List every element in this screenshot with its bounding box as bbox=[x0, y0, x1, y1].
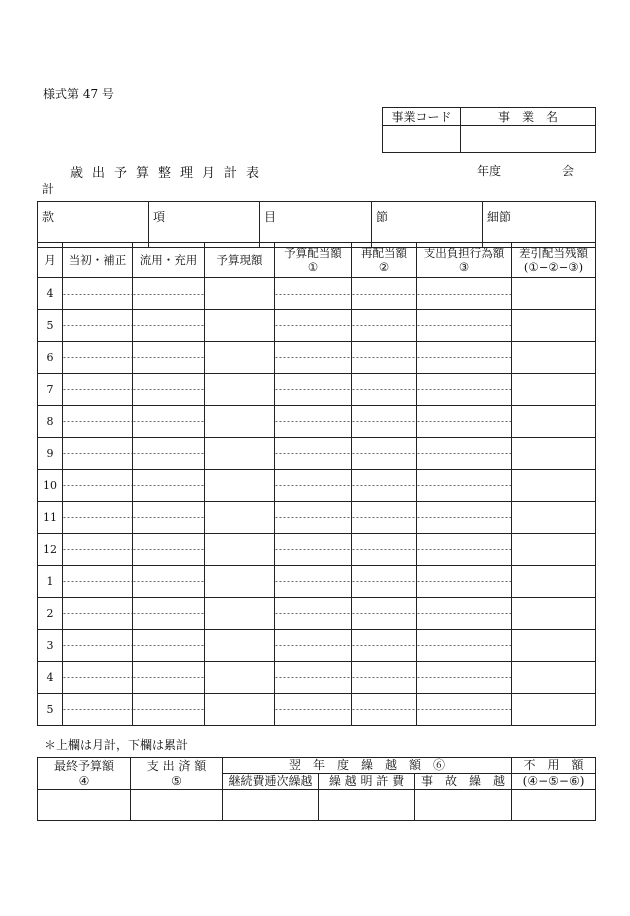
allocation-header-label: 予算配当額 bbox=[284, 246, 342, 260]
initial-cell[interactable] bbox=[63, 598, 133, 630]
remaining-cell[interactable] bbox=[512, 406, 596, 438]
business-code-box bbox=[382, 107, 596, 153]
current-cell[interactable] bbox=[205, 342, 275, 374]
commitment-cell[interactable] bbox=[417, 566, 512, 598]
account-classification-table bbox=[37, 201, 596, 248]
allocation-cell[interactable] bbox=[275, 598, 352, 630]
initial-cell[interactable] bbox=[63, 310, 133, 342]
account-kou-cell[interactable]: 項 bbox=[149, 202, 260, 248]
transfer-header: 流用・充用 bbox=[133, 243, 205, 278]
allocation-cell[interactable] bbox=[275, 630, 352, 662]
monthly-ledger-table bbox=[37, 242, 596, 726]
remaining-cell[interactable] bbox=[512, 566, 596, 598]
commitment-cell[interactable] bbox=[417, 438, 512, 470]
commitment-cell[interactable] bbox=[417, 470, 512, 502]
allocation-header-number: ① bbox=[307, 260, 319, 274]
initial-cell[interactable] bbox=[63, 662, 133, 694]
transfer-cell[interactable] bbox=[133, 598, 205, 630]
ledger-row bbox=[38, 598, 596, 630]
reallocation-header bbox=[352, 243, 417, 278]
ledger-row bbox=[38, 278, 596, 310]
initial-cell[interactable] bbox=[63, 374, 133, 406]
allocation-cell[interactable] bbox=[275, 566, 352, 598]
remaining-cell[interactable] bbox=[512, 598, 596, 630]
allocation-cell[interactable] bbox=[275, 502, 352, 534]
final-budget-field[interactable] bbox=[38, 790, 131, 821]
ledger-row bbox=[38, 662, 596, 694]
commitment-header bbox=[417, 243, 512, 278]
allocation-cell[interactable] bbox=[275, 342, 352, 374]
account-moku-cell[interactable]: 目 bbox=[260, 202, 372, 248]
settlement-summary-table bbox=[37, 757, 596, 821]
commitment-cell[interactable] bbox=[417, 534, 512, 566]
allocation-cell[interactable] bbox=[275, 310, 352, 342]
unused-formula: (④−⑤−⑥) bbox=[512, 774, 596, 790]
final-budget-number: ④ bbox=[78, 773, 90, 788]
initial-cell[interactable] bbox=[63, 438, 133, 470]
transfer-cell[interactable] bbox=[133, 342, 205, 374]
current-cell[interactable] bbox=[205, 438, 275, 470]
remaining-cell[interactable] bbox=[512, 694, 596, 726]
reallocation-cell[interactable] bbox=[352, 470, 417, 502]
final-budget-header bbox=[38, 758, 131, 790]
current-cell[interactable] bbox=[205, 694, 275, 726]
remaining-header-label: 差引配当残額 bbox=[519, 246, 588, 260]
ledger-row bbox=[38, 566, 596, 598]
account-saisetsu-cell[interactable]: 細節 bbox=[483, 202, 596, 248]
month-cell: 2 bbox=[38, 598, 63, 630]
reallocation-cell[interactable] bbox=[352, 534, 417, 566]
allocation-cell[interactable] bbox=[275, 278, 352, 310]
ledger-row bbox=[38, 694, 596, 726]
business-code-field[interactable] bbox=[383, 126, 461, 153]
form-title: 歳出予算整理月計表 bbox=[70, 166, 269, 181]
ledger-row bbox=[38, 534, 596, 566]
form-number: 様式第 47 号 bbox=[43, 87, 114, 101]
reallocation-cell[interactable] bbox=[352, 662, 417, 694]
current-cell[interactable] bbox=[205, 566, 275, 598]
reallocation-cell[interactable] bbox=[352, 438, 417, 470]
initial-supplementary-header: 当初・補正 bbox=[63, 243, 133, 278]
fiscal-year-label: 年度 bbox=[477, 164, 502, 178]
reallocation-cell[interactable] bbox=[352, 278, 417, 310]
account-setsu-cell[interactable]: 節 bbox=[372, 202, 483, 248]
initial-cell[interactable] bbox=[63, 406, 133, 438]
account-kan-cell[interactable]: 款 bbox=[38, 202, 149, 248]
current-cell[interactable] bbox=[205, 598, 275, 630]
reallocation-cell[interactable] bbox=[352, 502, 417, 534]
accounting-label-kei: 計 bbox=[42, 182, 55, 196]
initial-cell[interactable] bbox=[63, 534, 133, 566]
allocation-cell[interactable] bbox=[275, 694, 352, 726]
reallocation-cell[interactable] bbox=[352, 310, 417, 342]
month-cell: 9 bbox=[38, 438, 63, 470]
commitment-cell[interactable] bbox=[417, 374, 512, 406]
ledger-row bbox=[38, 406, 596, 438]
current-cell[interactable] bbox=[205, 406, 275, 438]
month-cell: 12 bbox=[38, 534, 63, 566]
commitment-header-label: 支出負担行為額 bbox=[423, 246, 505, 260]
initial-cell[interactable] bbox=[63, 502, 133, 534]
initial-cell[interactable] bbox=[63, 630, 133, 662]
initial-cell[interactable] bbox=[63, 566, 133, 598]
month-cell: 5 bbox=[38, 694, 63, 726]
transfer-cell[interactable] bbox=[133, 662, 205, 694]
reallocation-header-number: ② bbox=[378, 260, 390, 274]
month-cell: 11 bbox=[38, 502, 63, 534]
reallocation-cell[interactable] bbox=[352, 342, 417, 374]
current-cell[interactable] bbox=[205, 534, 275, 566]
initial-cell[interactable] bbox=[63, 278, 133, 310]
remaining-cell[interactable] bbox=[512, 534, 596, 566]
reallocation-cell[interactable] bbox=[352, 598, 417, 630]
month-header: 月 bbox=[38, 243, 63, 278]
commitment-cell[interactable] bbox=[417, 342, 512, 374]
carryover-header: 翌 年 度 繰 越 額 ⑥ bbox=[223, 758, 512, 774]
current-cell[interactable] bbox=[205, 310, 275, 342]
transfer-cell[interactable] bbox=[133, 374, 205, 406]
current-cell[interactable] bbox=[205, 470, 275, 502]
month-cell: 3 bbox=[38, 630, 63, 662]
current-cell[interactable] bbox=[205, 374, 275, 406]
transfer-cell[interactable] bbox=[133, 534, 205, 566]
allocation-cell[interactable] bbox=[275, 406, 352, 438]
transfer-cell[interactable] bbox=[133, 694, 205, 726]
transfer-cell[interactable] bbox=[133, 406, 205, 438]
carryover-accident-field[interactable] bbox=[415, 790, 512, 821]
ledger-row bbox=[38, 502, 596, 534]
accounting-label-kai: 会 bbox=[562, 164, 575, 178]
remaining-cell[interactable] bbox=[512, 374, 596, 406]
month-cell: 10 bbox=[38, 470, 63, 502]
commitment-cell[interactable] bbox=[417, 598, 512, 630]
allocation-header bbox=[275, 243, 352, 278]
transfer-cell[interactable] bbox=[133, 566, 205, 598]
remaining-cell[interactable] bbox=[512, 662, 596, 694]
remaining-cell[interactable] bbox=[512, 342, 596, 374]
ledger-row bbox=[38, 374, 596, 406]
allocation-cell[interactable] bbox=[275, 470, 352, 502]
remaining-cell[interactable] bbox=[512, 438, 596, 470]
business-name-field[interactable] bbox=[461, 126, 596, 153]
commitment-cell[interactable] bbox=[417, 694, 512, 726]
month-cell: 6 bbox=[38, 342, 63, 374]
commitment-header-number: ③ bbox=[458, 260, 470, 274]
ledger-body bbox=[38, 278, 596, 726]
current-budget-header: 予算現額 bbox=[205, 243, 275, 278]
carryover-accident-header: 事 故 繰 越 bbox=[415, 774, 512, 790]
business-code-label: 事業コード bbox=[383, 108, 461, 126]
paid-label: 支 出 済 額 bbox=[146, 758, 207, 773]
remaining-header bbox=[512, 243, 596, 278]
remaining-header-formula: (①−②−③) bbox=[523, 260, 584, 274]
ledger-row bbox=[38, 438, 596, 470]
month-cell: 4 bbox=[38, 278, 63, 310]
reallocation-cell[interactable] bbox=[352, 406, 417, 438]
commitment-cell[interactable] bbox=[417, 310, 512, 342]
allocation-cell[interactable] bbox=[275, 374, 352, 406]
commitment-cell[interactable] bbox=[417, 278, 512, 310]
carryover-explicit-header: 繰 越 明 許 費 bbox=[319, 774, 415, 790]
paid-header bbox=[131, 758, 223, 790]
unused-header: 不 用 額 bbox=[512, 758, 596, 774]
ledger-row bbox=[38, 310, 596, 342]
allocation-cell[interactable] bbox=[275, 438, 352, 470]
final-budget-label: 最終予算額 bbox=[53, 758, 114, 773]
transfer-cell[interactable] bbox=[133, 438, 205, 470]
current-cell[interactable] bbox=[205, 630, 275, 662]
paid-number: ⑤ bbox=[171, 773, 182, 788]
current-cell[interactable] bbox=[205, 662, 275, 694]
remaining-cell[interactable] bbox=[512, 278, 596, 310]
allocation-cell[interactable] bbox=[275, 662, 352, 694]
month-cell: 4 bbox=[38, 662, 63, 694]
transfer-cell[interactable] bbox=[133, 502, 205, 534]
reallocation-cell[interactable] bbox=[352, 374, 417, 406]
ledger-row bbox=[38, 470, 596, 502]
month-cell: 1 bbox=[38, 566, 63, 598]
initial-cell[interactable] bbox=[63, 470, 133, 502]
ledger-row bbox=[38, 342, 596, 374]
transfer-cell[interactable] bbox=[133, 310, 205, 342]
transfer-cell[interactable] bbox=[133, 470, 205, 502]
commitment-cell[interactable] bbox=[417, 630, 512, 662]
current-cell[interactable] bbox=[205, 502, 275, 534]
unused-field[interactable] bbox=[512, 790, 596, 821]
carryover-explicit-field[interactable] bbox=[319, 790, 415, 821]
reallocation-cell[interactable] bbox=[352, 694, 417, 726]
paid-field[interactable] bbox=[131, 790, 223, 821]
commitment-cell[interactable] bbox=[417, 662, 512, 694]
footnote: ＊上欄は月計，下欄は累計 bbox=[44, 738, 189, 752]
allocation-cell[interactable] bbox=[275, 534, 352, 566]
initial-cell[interactable] bbox=[63, 342, 133, 374]
commitment-cell[interactable] bbox=[417, 406, 512, 438]
month-cell: 8 bbox=[38, 406, 63, 438]
carryover-continuing-header: 継続費逓次繰越 bbox=[223, 774, 319, 790]
month-cell: 5 bbox=[38, 310, 63, 342]
remaining-cell[interactable] bbox=[512, 630, 596, 662]
remaining-cell[interactable] bbox=[512, 310, 596, 342]
transfer-cell[interactable] bbox=[133, 630, 205, 662]
remaining-cell[interactable] bbox=[512, 502, 596, 534]
commitment-cell[interactable] bbox=[417, 502, 512, 534]
remaining-cell[interactable] bbox=[512, 470, 596, 502]
month-cell: 7 bbox=[38, 374, 63, 406]
reallocation-cell[interactable] bbox=[352, 630, 417, 662]
reallocation-cell[interactable] bbox=[352, 566, 417, 598]
ledger-row bbox=[38, 630, 596, 662]
carryover-continuing-field[interactable] bbox=[223, 790, 319, 821]
reallocation-header-label: 再配当額 bbox=[361, 246, 407, 260]
current-cell[interactable] bbox=[205, 278, 275, 310]
initial-cell[interactable] bbox=[63, 694, 133, 726]
transfer-cell[interactable] bbox=[133, 278, 205, 310]
business-name-label: 事 業 名 bbox=[461, 108, 596, 126]
